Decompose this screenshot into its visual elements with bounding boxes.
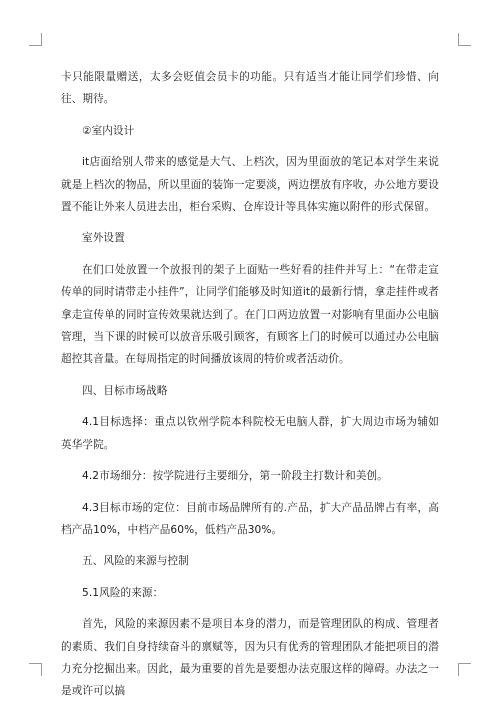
paragraph-market-segmentation: 4.2市场细分：按学院进行主要细分，第一阶段主打数计和美创。 — [82, 470, 388, 483]
heading-risk-source: 5.1风险的来源： — [82, 586, 164, 599]
paragraph-market-positioning: 4.3目标市场的定位：目前市场品牌所有的.产品，扩大产品品牌占有率，高档产品10%，中档产品60%，低档产品30%。 — [61, 501, 439, 536]
paragraph-continuation: 卡只能限量赠送，太多会贬值会员卡的功能。只有适当才能让同学们珍惜、向往、期待。 — [61, 71, 439, 106]
paragraph-indoor-design: it店面给别人带来的感觉是大气、上档次，因为里面放的笔记本对学生来说就是上档次的物品，所以里面的装饰一定要淡，两边摆放有序收，办公地方要设置不能让外来人员进去出，柜台采购、仓库设计等具体实施以附件的形式保留。 — [61, 156, 439, 214]
document-body — [61, 66, 439, 703]
paragraph-outdoor-setup: 在们口处放置一个放报刊的架子上面贴一些好看的挂件并写上：“在带走宣传单的同时请带走小挂件”，让同学们能够及时知道it的最新行情，拿走挂件或者拿走宣传单的同时宣传效果就达到了。在门口两边放置一对影响有里面办公电脑管理，当下课的时候可以放音乐吸引顾客，有顾客上门的时候可以通过办公电脑超控其音量。在每周指定的时间播放该周的特价或者活动价。 — [61, 263, 439, 366]
paragraph-target-selection: 4.1目标选择：重点以钦州学院本科院校无电脑人群，扩大周边市场为辅如英华学院。 — [61, 416, 439, 451]
crop-mark-top-left — [29, 33, 42, 46]
paragraph-risk-source: 首先，风险的来源因素不是项目本身的潜力，而是管理团队的构成、管理者的素质、我们自身持续奋斗的禀赋等，因为只有优秀的管理团队才能把项目的潜力充分挖掘出来。因此，最为重要的首先是要想办法克服这样的障碍。办法之一是或许可以搞 — [61, 618, 439, 698]
heading-outdoor-setup: 室外设置 — [82, 232, 125, 245]
crop-mark-bottom-left — [29, 663, 42, 676]
heading-target-market: 四、目标市场战略 — [82, 384, 168, 397]
crop-mark-bottom-right — [458, 663, 471, 676]
crop-mark-top-right — [458, 33, 471, 46]
heading-risk-control: 五、风险的来源与控制 — [82, 555, 189, 568]
heading-indoor-design: ②室内设计 — [82, 124, 135, 137]
